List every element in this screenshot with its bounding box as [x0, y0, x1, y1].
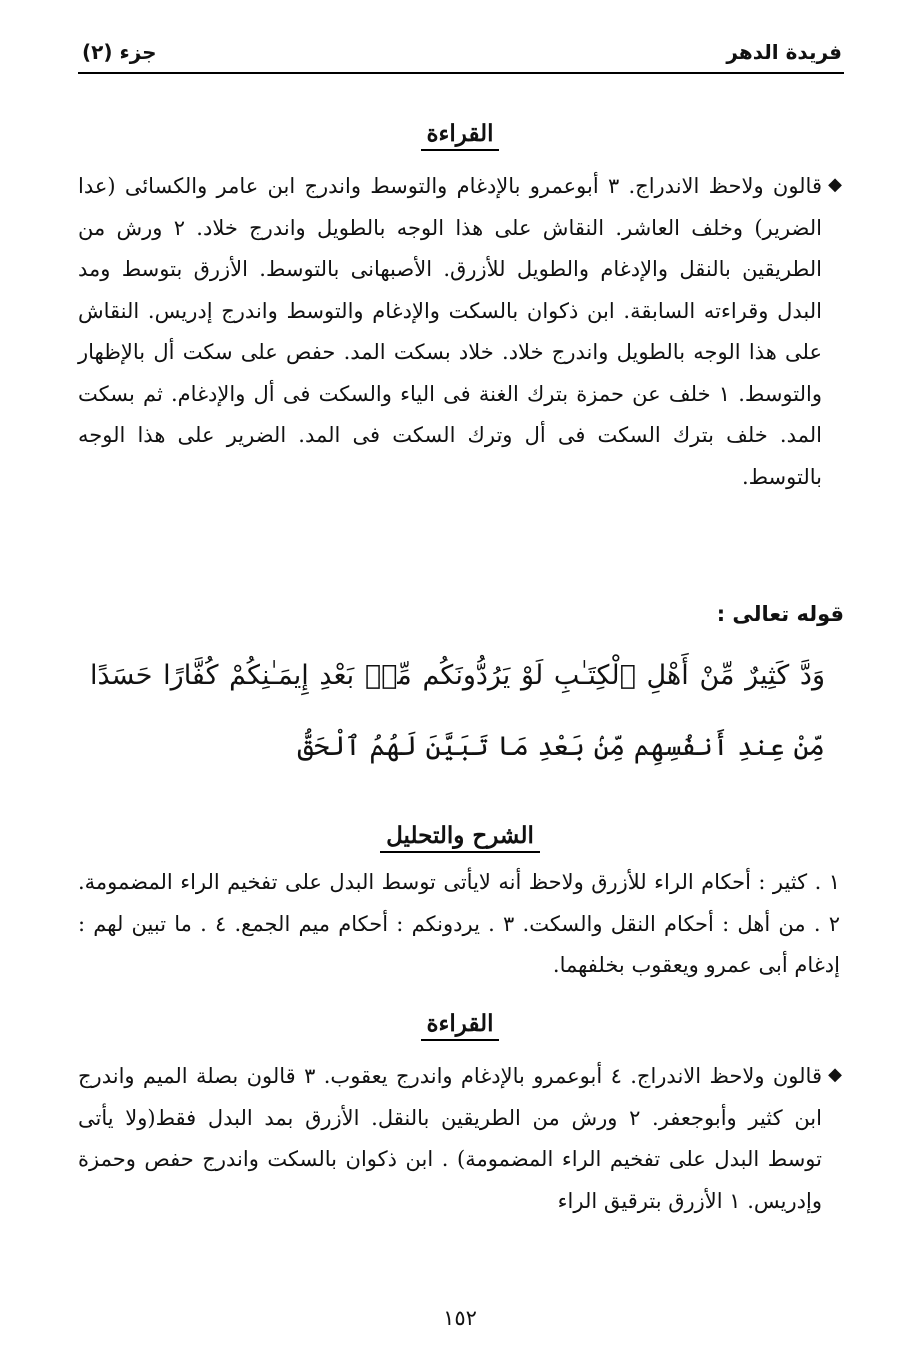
section-heading-text: الشرح والتحليل [380, 822, 540, 853]
quran-verse-line-1: وَدَّ كَثِيرٌ مِّنْ أَهْلِ ٱلْكِتَـٰبِ لَوْ يَرُدُّونَكُم مِّنۢ بَعْدِ إِيمَـٰنِكُمْ كُفَّارًا حَسَدًا [90, 660, 825, 691]
page-number: ١٥٢ [443, 1306, 477, 1330]
book-title-header: فريدة الدهر [726, 40, 842, 64]
qiraa-paragraph-2: قالون ولاحظ الاندراج. ٤ أبوعمرو بالإدغام واندرج يعقوب. ٣ قالون بصلة الميم واندرج ابن كثير وأبوجعفر. ٢ ورش من الطريقين بالنقل. الأزرق بمد البدل فقط(ولا يأتى توسط البدل على تفخيم الراء المضمومة) . ابن ذكوان بالسكت واندرج حفص وحمزة وإدريس. ١ الأزرق بترقيق الراء [78, 1064, 822, 1213]
section-heading-qiraa-2 [0, 1010, 920, 1041]
section-heading-text: القراءة [421, 120, 500, 151]
part-number-header: جزء (٢) [82, 40, 157, 64]
quran-verse-line-2: مِّنْ عِندِ أَنفُسِهِم مِّنۢ بَعْدِ مَا تَبَيَّنَ لَهُمُ ٱلْحَقُّ [297, 731, 825, 762]
diamond-bullet-icon: ◆ [828, 174, 842, 195]
section-heading-text: القراءة [421, 1010, 500, 1041]
qiraa-paragraph-1: قالون ولاحظ الاندراج. ٣ أبوعمرو بالإدغام والتوسط واندرج ابن عامر والكسائى (عدا الضرير) وخلف العاشر. النقاش على هذا الوجه بالطويل واندرج خلاد. ٢ ورش من الطريقين بالنقل والإدغام والطويل للأزرق. الأصبهانى بالتوسط. الأزرق بتوسط ومد البدل وقراءته السابقة. ابن ذكوان بالسكت والإدغام والتوسط واندرج إدريس. النقاش على هذا الوجه بالطويل واندرج خلاد. خلاد بسكت المد. حفص على سكت أل بالإظهار والتوسط. ١ خلف عن حمزة بترك الغنة فى الياء والسكت فى أل والإدغام. ثم بسكت المد. خلف بترك السكت فى أل وترك السكت فى المد. الضرير على هذا الوجه بالتوسط. [78, 174, 822, 489]
quote-label: قوله تعالى : [716, 602, 844, 626]
header-rule [78, 72, 844, 74]
explanation-paragraph: ١ . كثير : أحكام الراء للأزرق ولاحظ أنه لايأتى توسط البدل على تفخيم الراء المضمومة. ٢ . من أهل : أحكام النقل والسكت. ٣ . يردونكم : أحكام ميم الجمع. ٤ . ما تبين لهم : إدغام أبى عمرو ويعقوب بخلفهما. [78, 870, 840, 977]
section-heading-explanation [0, 822, 920, 853]
section-heading-qiraa-1 [0, 120, 920, 151]
diamond-bullet-icon: ◆ [828, 1064, 842, 1085]
